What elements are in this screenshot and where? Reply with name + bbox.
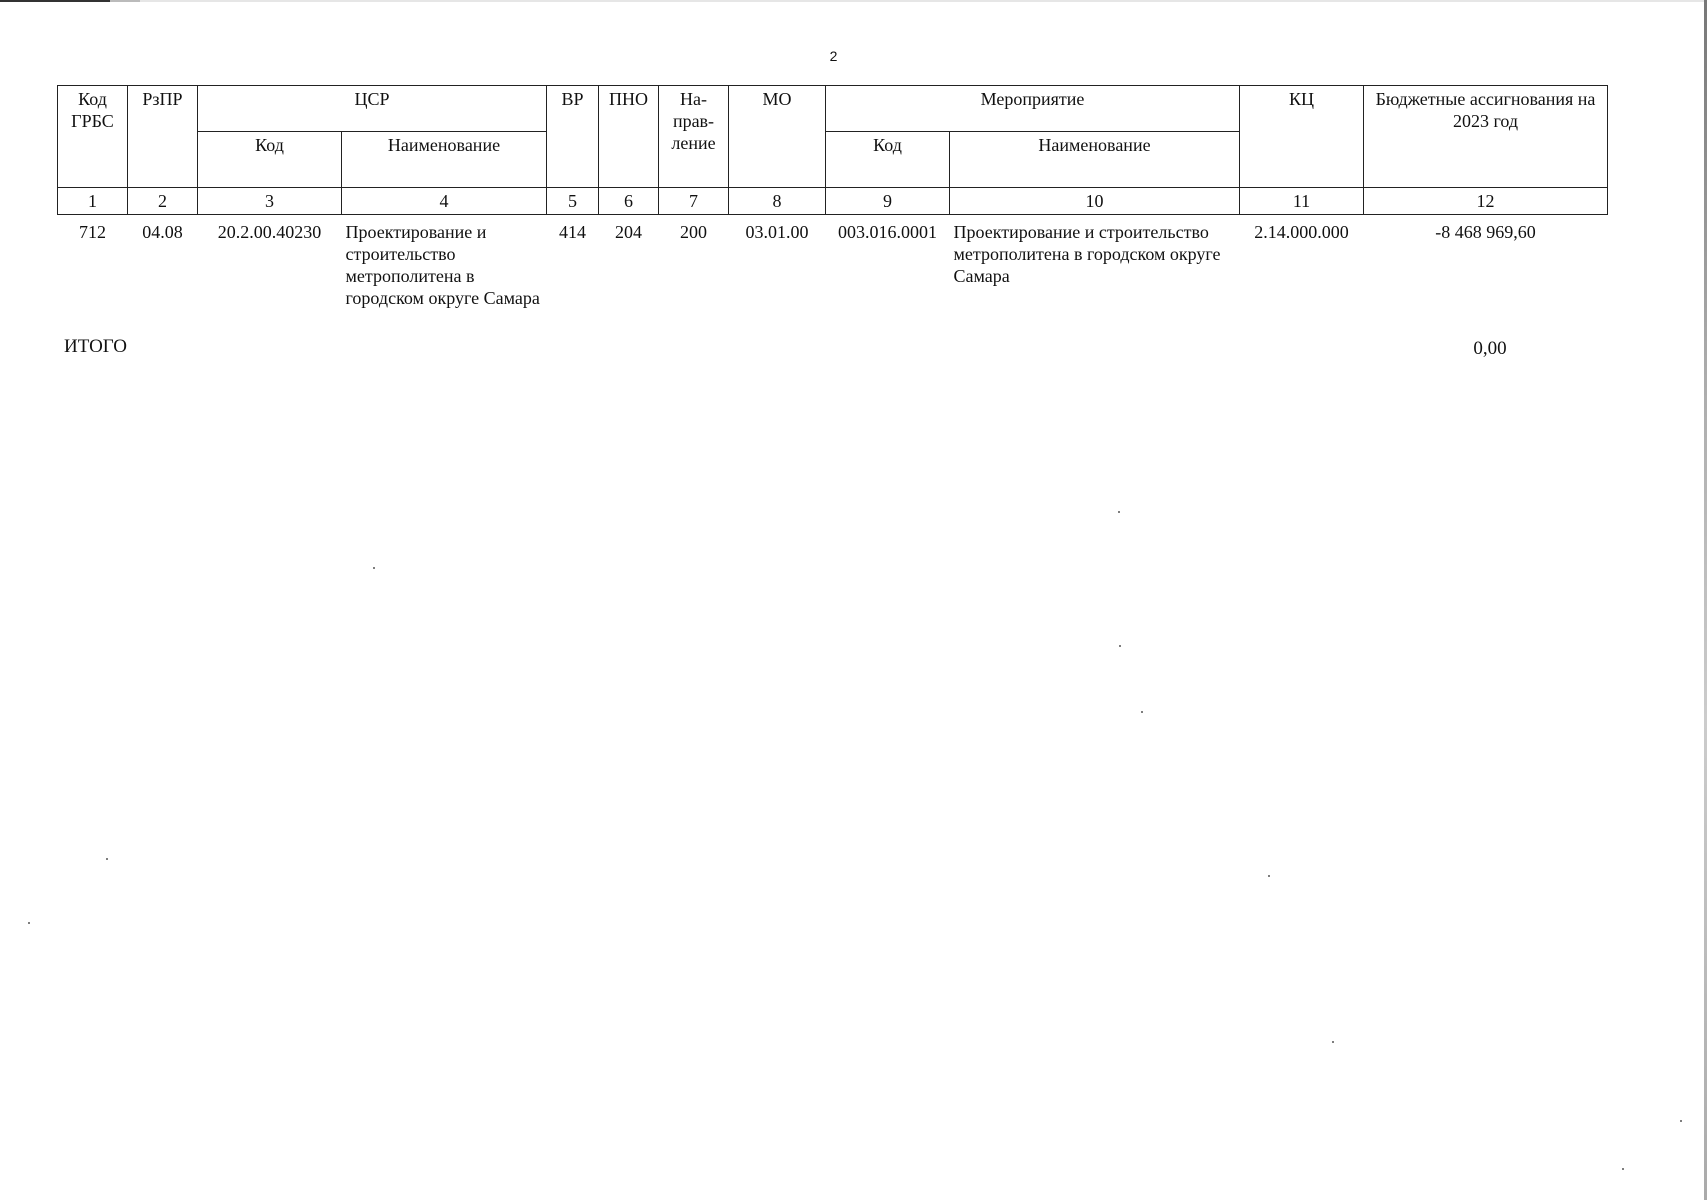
total-value: 0,00 — [1473, 338, 1507, 359]
budget-table — [57, 85, 1608, 309]
scan-speck — [1141, 711, 1143, 713]
total-label: ИТОГО — [64, 336, 128, 357]
cell-csr-name: Проектирование и строительство метрополитена в городском округе Самара — [345, 222, 540, 308]
column-number: 7 — [659, 188, 729, 215]
scan-edge-top — [0, 0, 1707, 2]
cell-pno: 204 — [615, 222, 642, 242]
header-rzpr: РзПР — [128, 86, 198, 188]
column-number: 3 — [198, 188, 342, 215]
scan-speck — [1119, 645, 1121, 647]
header-csr: ЦСР — [198, 86, 547, 132]
scan-speck — [1680, 1120, 1682, 1122]
scan-speck — [106, 858, 108, 860]
cell-direction: 200 — [680, 222, 707, 242]
scan-speck — [1622, 1168, 1624, 1170]
column-number: 2 — [128, 188, 198, 215]
scan-speck — [373, 567, 375, 569]
column-number: 1 — [58, 188, 128, 215]
scan-speck — [28, 922, 30, 924]
header-vr: ВР — [547, 86, 599, 188]
header-mo: МО — [729, 86, 826, 188]
scan-speck — [1268, 875, 1270, 877]
header-event-code: Код — [826, 132, 950, 188]
page-number: 2 — [829, 48, 838, 64]
header-kc: КЦ — [1240, 86, 1364, 188]
header-row-1 — [58, 86, 1608, 132]
cell-rzpr: 04.08 — [142, 222, 183, 242]
header-event: Мероприятие — [826, 86, 1240, 132]
column-number: 9 — [826, 188, 950, 215]
column-number: 10 — [950, 188, 1240, 215]
header-direction: На-прав-ление — [659, 86, 729, 188]
cell-budget: -8 468 969,60 — [1435, 222, 1536, 242]
header-budget: Бюджетные ассигнования на 2023 год — [1364, 86, 1608, 188]
header-pno: ПНО — [599, 86, 659, 188]
header-kod-grbs: Код ГРБС — [58, 86, 128, 188]
cell-event-name: Проектирование и строительство метрополитена в городском округе Самара — [953, 222, 1221, 286]
cell-kc: 2.14.000.000 — [1254, 222, 1349, 242]
column-number: 5 — [547, 188, 599, 215]
scan-speck — [1118, 511, 1120, 513]
cell-event-code: 003.016.0001 — [838, 222, 937, 242]
cell-mo: 03.01.00 — [745, 222, 809, 242]
column-number: 8 — [729, 188, 826, 215]
cell-vr: 414 — [559, 222, 586, 242]
scan-speck — [1332, 1041, 1334, 1043]
column-number: 12 — [1364, 188, 1608, 215]
column-numbers-row — [58, 188, 1608, 215]
header-event-name: Наименование — [950, 132, 1240, 188]
cell-csr-code: 20.2.00.40230 — [217, 222, 322, 242]
header-csr-code: Код — [198, 132, 342, 188]
column-number: 11 — [1240, 188, 1364, 215]
column-number: 6 — [599, 188, 659, 215]
header-csr-name: Наименование — [342, 132, 547, 188]
cell-kod-grbs: 712 — [79, 222, 106, 242]
table-row — [58, 215, 1608, 310]
column-number: 4 — [342, 188, 547, 215]
